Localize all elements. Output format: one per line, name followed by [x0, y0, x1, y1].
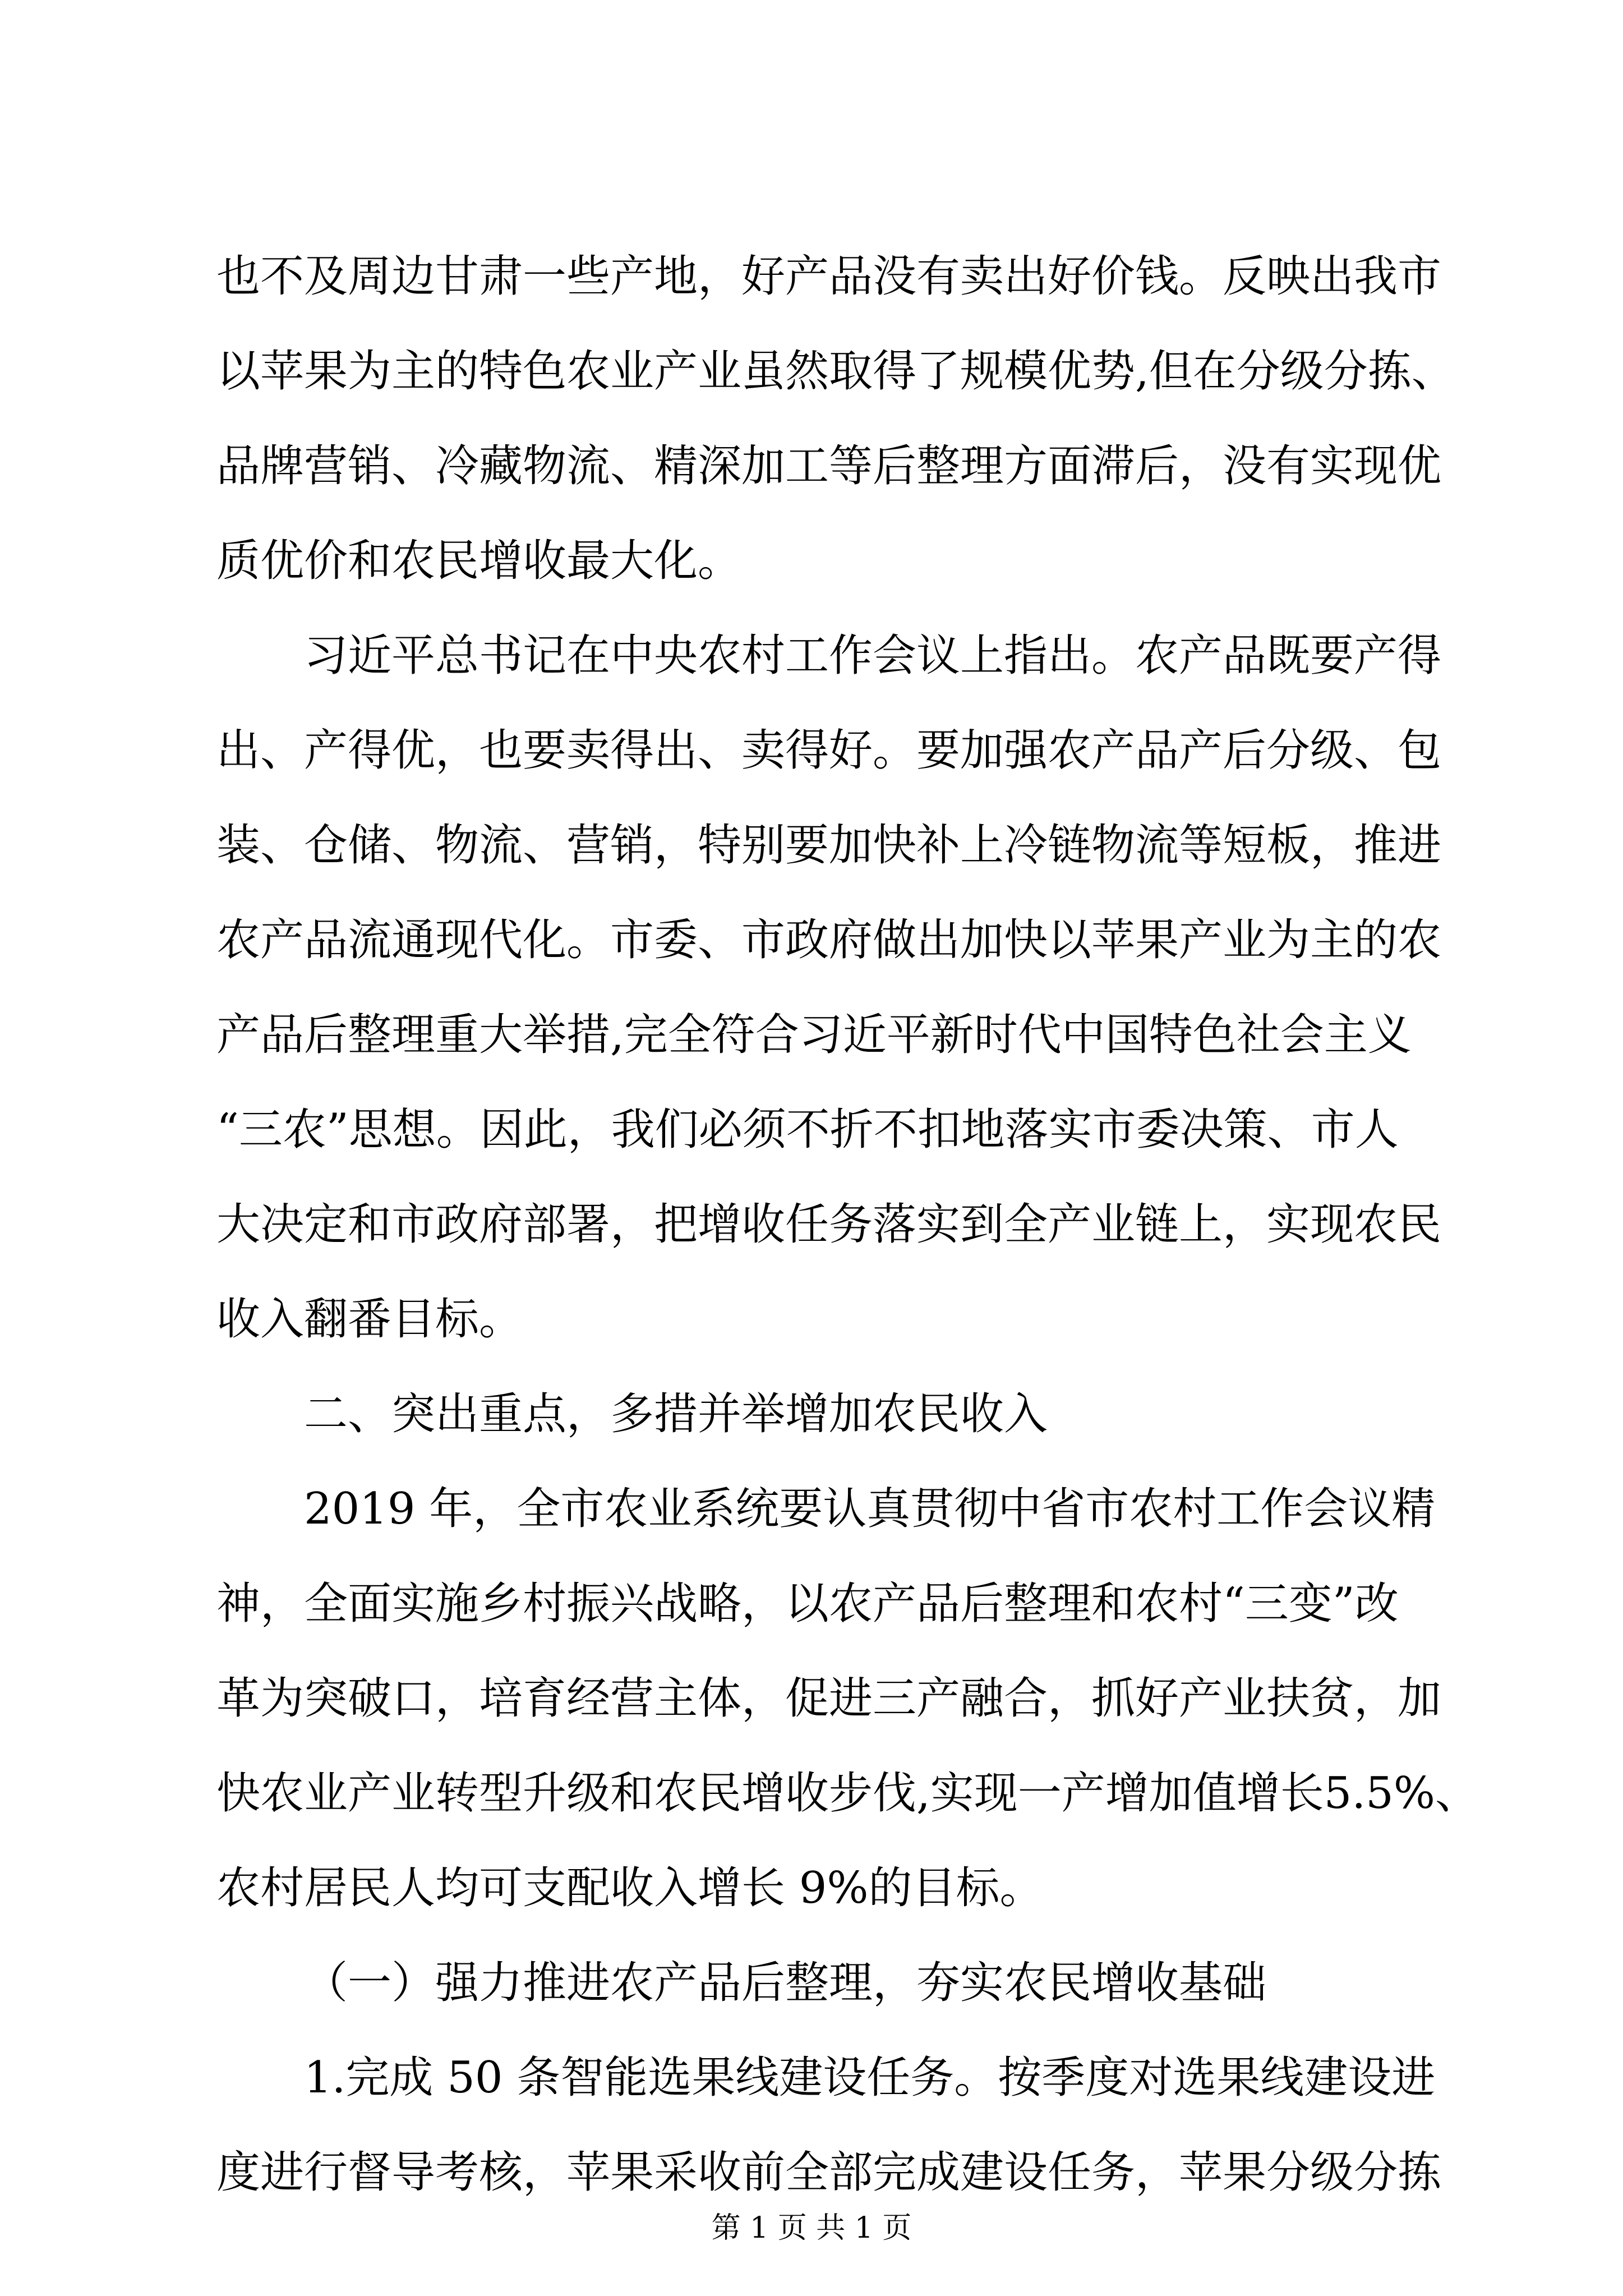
text-line: 装、仓储、物流、营销，特别要加快补上冷链物流等短板，推进 — [216, 820, 1442, 871]
text-line: 2019 年，全市农业系统要认真贯彻中省市农村工作会议精 — [304, 1484, 1436, 1534]
subsection-heading: （一）强力推进农产品后整理，夯实农民增收基础 — [304, 1958, 1267, 2008]
text-line: 农村居民人均可支配收入增长 9%的目标。 — [216, 1863, 1044, 1913]
text-line: 大决定和市政府部署，把增收任务落实到全产业链上，实现农民 — [216, 1199, 1442, 1250]
page-footer: 第 1 页 共 1 页 — [711, 2211, 912, 2245]
text-line: 革为突破口，培育经营主体，促进三产融合，抓好产业扶贫，加 — [216, 1673, 1442, 1724]
section-heading: 二、突出重点，多措并举增加农民收入 — [304, 1389, 1048, 1439]
text-line: 神，全面实施乡村振兴战略，以农产品后整理和农村“三变”改 — [216, 1579, 1399, 1629]
text-line: 质优价和农民增收最大化。 — [216, 536, 742, 586]
text-line: 1.完成 50 条智能选果线建设任务。按季度对选果线建设进 — [304, 2053, 1436, 2103]
text-line: 以苹果为主的特色农业产业虽然取得了规模优势,但在分级分拣、 — [216, 346, 1455, 397]
text-line: 收入翻番目标。 — [216, 1294, 523, 1345]
text-line: 也不及周边甘肃一些产地，好产品没有卖出好价钱。反映出我市 — [216, 251, 1442, 302]
text-line: 产品后整理重大举措,完全符合习近平新时代中国特色社会主义 — [216, 1010, 1412, 1060]
text-line: 习近平总书记在中央农村工作会议上指出。农产品既要产得 — [304, 631, 1442, 681]
text-line: 出、产得优，也要卖得出、卖得好。要加强农产品产后分级、包 — [216, 725, 1442, 776]
text-line: 度进行督导考核，苹果采收前全部完成建设任务，苹果分级分拣 — [216, 2147, 1442, 2198]
text-line: 快农业产业转型升级和农民增收步伐,实现一产增加值增长5.5%、 — [216, 1768, 1479, 1819]
text-line: “三农”思想。因此，我们必须不折不扣地落实市委决策、市人 — [216, 1105, 1399, 1155]
text-line: 农产品流通现代化。市委、市政府做出加快以苹果产业为主的农 — [216, 915, 1442, 965]
text-line: 品牌营销、冷藏物流、精深加工等后整理方面滞后，没有实现优 — [216, 441, 1442, 491]
